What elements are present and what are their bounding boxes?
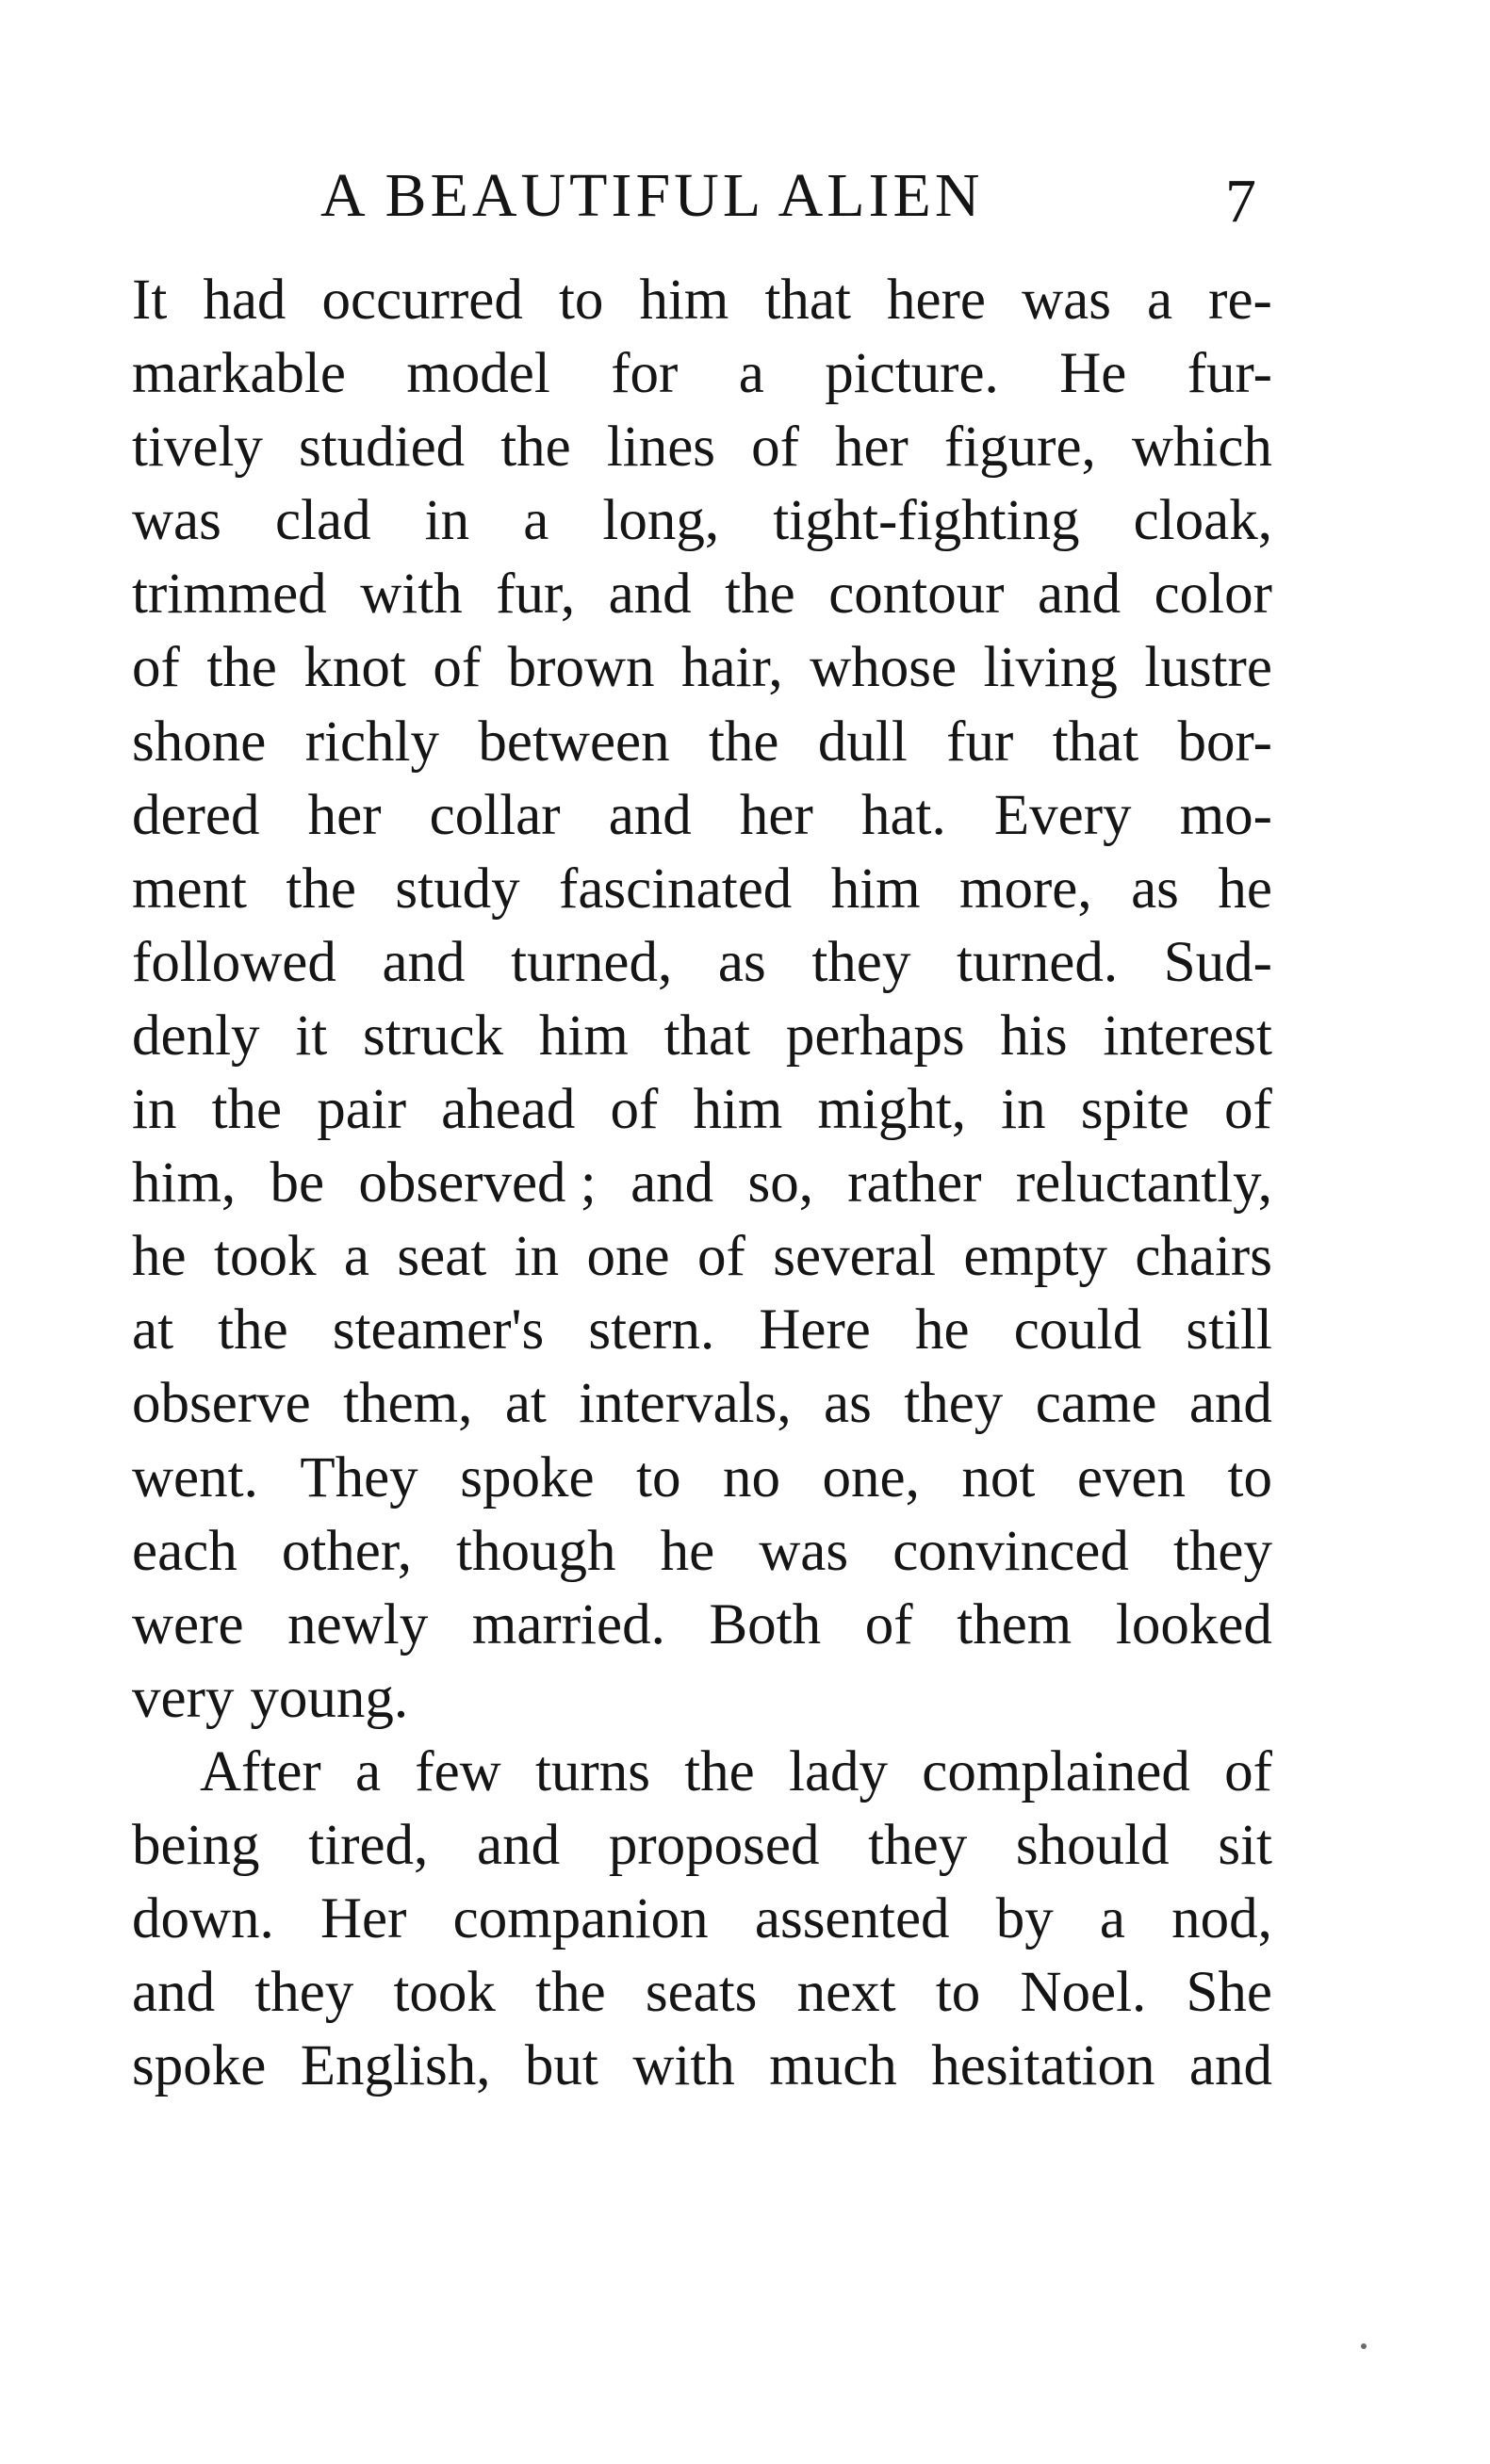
text-word: companion [452,1887,709,1951]
text-word: of [1224,1078,1272,1142]
text-word: and [608,563,692,627]
text-word: though [456,1519,616,1583]
text-line [132,411,1272,484]
text-word: but [524,2034,598,2098]
text-word: re- [1208,269,1272,332]
text-word: the [684,1739,755,1803]
text-word: was [759,1519,849,1583]
text-word: mo- [1179,783,1272,847]
text-word: and [1038,563,1122,627]
text-word: lady [789,1739,889,1803]
text-word: between [478,710,670,774]
text-word: Her [320,1887,407,1951]
text-word: observe [132,1372,311,1436]
scan-speck [1361,2343,1367,2349]
text-line [132,779,1272,853]
text-word: shone [132,710,267,774]
text-word: perhaps [785,1004,965,1068]
text-word: rather [847,1151,982,1216]
text-word: might, [817,1078,967,1142]
text-word: married. [471,1592,665,1656]
text-word: clad [274,489,371,553]
text-word: figure, [943,416,1096,480]
text-word: that [1052,710,1139,774]
text-word: fur- [1187,342,1272,406]
text-word: a [1099,1887,1125,1951]
text-word: as [717,930,766,994]
text-word: of [132,636,180,700]
text-line [132,1662,1272,1736]
text-word: bor- [1177,710,1272,774]
text-word: long, [602,489,720,553]
text-word: by [995,1887,1054,1951]
text-word: chairs [1135,1225,1272,1289]
text-line [132,484,1272,558]
text-word: several [773,1225,936,1289]
text-word: here [887,269,986,332]
text-word: the [725,563,795,627]
text-word: struck [363,1004,504,1068]
text-word: Noel. [1020,1961,1147,2025]
text-word: her [739,783,813,847]
page-number: 7 [1225,167,1256,236]
text-line [132,1736,1272,1809]
text-word: newly [287,1592,429,1656]
text-word: seat [397,1225,487,1289]
text-word: trimmed [132,563,327,627]
text-word: brown [507,636,655,700]
text-word: more, [959,857,1092,921]
text-word: him [830,857,921,921]
text-line [132,1367,1272,1441]
text-word: be [270,1151,325,1216]
text-word: of [433,636,482,700]
text-line [132,1956,1272,2030]
text-word: English, [300,2034,491,2098]
text-word: stern. [588,1298,715,1363]
text-word: turned, [511,930,673,994]
text-word: nod, [1171,1887,1272,1951]
text-word: tired, [308,1813,429,1877]
text-word: so, [747,1151,813,1216]
text-word: in [1001,1078,1046,1142]
text-word: Sud- [1163,930,1272,994]
body-text [132,264,1272,2103]
text-word: occurred [321,269,523,332]
text-word: a [523,489,549,553]
text-word: were [132,1592,244,1656]
text-word: he [132,1225,187,1289]
text-word: spoke [460,1445,595,1509]
text-word: other, [281,1519,412,1583]
text-word: the [500,416,571,480]
text-word: She [1186,1961,1272,2025]
text-word: went. [132,1445,258,1509]
text-word: to [1227,1445,1272,1509]
text-word: proposed [608,1813,820,1877]
text-word: They [300,1445,418,1509]
text-word: He [1059,342,1127,406]
text-word: had [203,269,287,332]
text-line [132,337,1272,411]
text-word: ment [132,857,247,921]
text-word: to [636,1445,681,1509]
text-word: should [1015,1813,1170,1877]
text-word: it [295,1004,328,1068]
text-word: at [504,1372,547,1436]
text-word: with [632,2034,735,2098]
text-word: the [218,1298,288,1363]
text-word: of [697,1225,745,1289]
text-word: tight-fighting [773,489,1080,553]
text-line [132,558,1272,631]
text-line [132,706,1272,779]
text-word: came [1035,1372,1157,1436]
text-word: he [1218,857,1272,921]
text-word: him [693,1078,783,1142]
text-word: with [360,563,463,627]
text-line [132,631,1272,705]
text-word: lines [606,416,716,480]
text-line [132,1809,1272,1883]
text-word: took [393,1961,496,2025]
text-line [132,1294,1272,1367]
text-word: in [424,489,470,553]
text-word: ahead [441,1078,576,1142]
text-line [132,2030,1272,2103]
text-line [132,1000,1272,1073]
text-word: them [957,1592,1072,1656]
text-word: a [738,342,764,406]
text-word: her [307,783,382,847]
text-word: and [132,1961,216,2025]
text-word: hair, [681,636,783,700]
text-word: dull [817,710,908,774]
text-word: them, [343,1372,473,1436]
text-word: reluctantly, [1015,1151,1272,1216]
text-word: the [211,1078,283,1142]
text-word: could [1013,1298,1142,1363]
text-word: turned. [957,930,1119,994]
text-word: contour [828,563,1005,627]
text-word: her [834,416,909,480]
text-word: model [406,342,550,406]
text-word: It [132,269,168,332]
running-head [132,160,1263,245]
text-word: spite [1080,1078,1189,1142]
text-word: empty [963,1225,1107,1289]
text-word: pair [317,1078,407,1142]
text-word: of [864,1592,913,1656]
text-word: they [868,1813,968,1877]
text-word: they [1172,1519,1272,1583]
text-word: a [1147,269,1173,332]
text-word: observed ; [358,1151,597,1216]
text-word: study [395,857,520,921]
text-word: assented [754,1887,950,1951]
text-word: the [206,636,277,700]
text-word: in [132,1078,177,1142]
text-word: Both [709,1592,822,1656]
text-word: him, [132,1151,237,1216]
text-word: him [538,1004,629,1068]
text-line [132,1589,1272,1662]
text-word: which [1131,416,1272,480]
text-word: fascinated [559,857,793,921]
text-word: seats [645,1961,758,2025]
text-word: and [382,930,466,994]
text-word: picture. [825,342,999,406]
text-word: his [1000,1004,1068,1068]
text-word: complained [922,1739,1190,1803]
text-word: interest [1103,1004,1272,1068]
text-line [132,926,1272,1000]
text-word: and [630,1151,714,1216]
text-word: still [1186,1298,1272,1363]
text-word: the [708,710,779,774]
text-word: After [200,1739,321,1803]
text-word: steamer's [332,1298,545,1363]
text-word: Here [759,1298,871,1363]
text-word: of [1224,1739,1272,1803]
text-word: at [132,1298,174,1363]
text-word: turns [534,1739,650,1803]
text-word: intervals, [579,1372,792,1436]
text-line [132,1883,1272,1956]
text-word: spoke [132,2034,267,2098]
text-word: young. [250,1666,409,1730]
running-title: A BEAUTIFUL ALIEN [320,161,984,230]
text-line [132,1515,1272,1589]
text-word: for [611,342,679,406]
text-word: denly [132,1004,260,1068]
text-word: and [477,1813,561,1877]
text-word: him [639,269,729,332]
text-word: and [1188,1372,1272,1436]
text-word: a [343,1225,369,1289]
text-word: they [904,1372,1004,1436]
text-word: in [514,1225,560,1289]
text-word: being [132,1813,260,1877]
text-word: next [796,1961,896,2025]
text-word: and [1188,2034,1272,2098]
text-word: and [608,783,692,847]
text-word: a [354,1739,382,1803]
text-word: that [764,269,851,332]
text-line [132,1220,1272,1294]
text-word: fur, [496,563,576,627]
text-word: sit [1218,1813,1272,1877]
text-word: looked [1115,1592,1272,1656]
text-word: followed [132,930,336,994]
text-line [132,1442,1272,1515]
text-word: he [660,1519,715,1583]
text-line [132,264,1272,337]
text-word: he [915,1298,970,1363]
text-word: no [723,1445,781,1509]
text-word: convinced [892,1519,1129,1583]
text-word: of [751,416,799,480]
text-word: knot [303,636,406,700]
text-word: collar [429,783,561,847]
text-word: down. [132,1887,274,1951]
text-word: richly [304,710,439,774]
text-word: cloak, [1133,489,1272,553]
text-word: that [663,1004,751,1068]
text-word: lustre [1144,636,1272,700]
text-word: color [1154,563,1272,627]
text-line [132,1073,1272,1147]
text-word: took [214,1225,317,1289]
text-word: very [132,1666,235,1730]
text-word: living [983,636,1118,700]
text-word: Every [993,783,1132,847]
text-word: whose [810,636,958,700]
text-word: to [558,269,604,332]
text-word: not [961,1445,1036,1509]
text-line [132,1147,1272,1220]
text-word: hesitation [931,2034,1155,2098]
text-word: tively [132,416,263,480]
text-word: few [415,1739,501,1803]
text-word: of [610,1078,659,1142]
text-word: to [935,1961,981,2025]
text-word: even [1076,1445,1186,1509]
text-word: markable [132,342,346,406]
text-line [132,853,1272,926]
text-word: they [254,1961,354,2025]
text-word: fur [946,710,1014,774]
text-word: much [769,2034,897,2098]
text-word: hat. [860,783,946,847]
text-word: as [1131,857,1179,921]
text-word: studied [298,416,466,480]
text-word: one, [822,1445,920,1509]
text-word: as [824,1372,872,1436]
text-word: the [535,1961,606,2025]
text-word: was [1022,269,1111,332]
text-word: was [132,489,221,553]
text-word: each [132,1519,237,1583]
text-word: one [586,1225,670,1289]
text-word: they [811,930,911,994]
text-word: the [286,857,356,921]
text-word: dered [132,783,260,847]
